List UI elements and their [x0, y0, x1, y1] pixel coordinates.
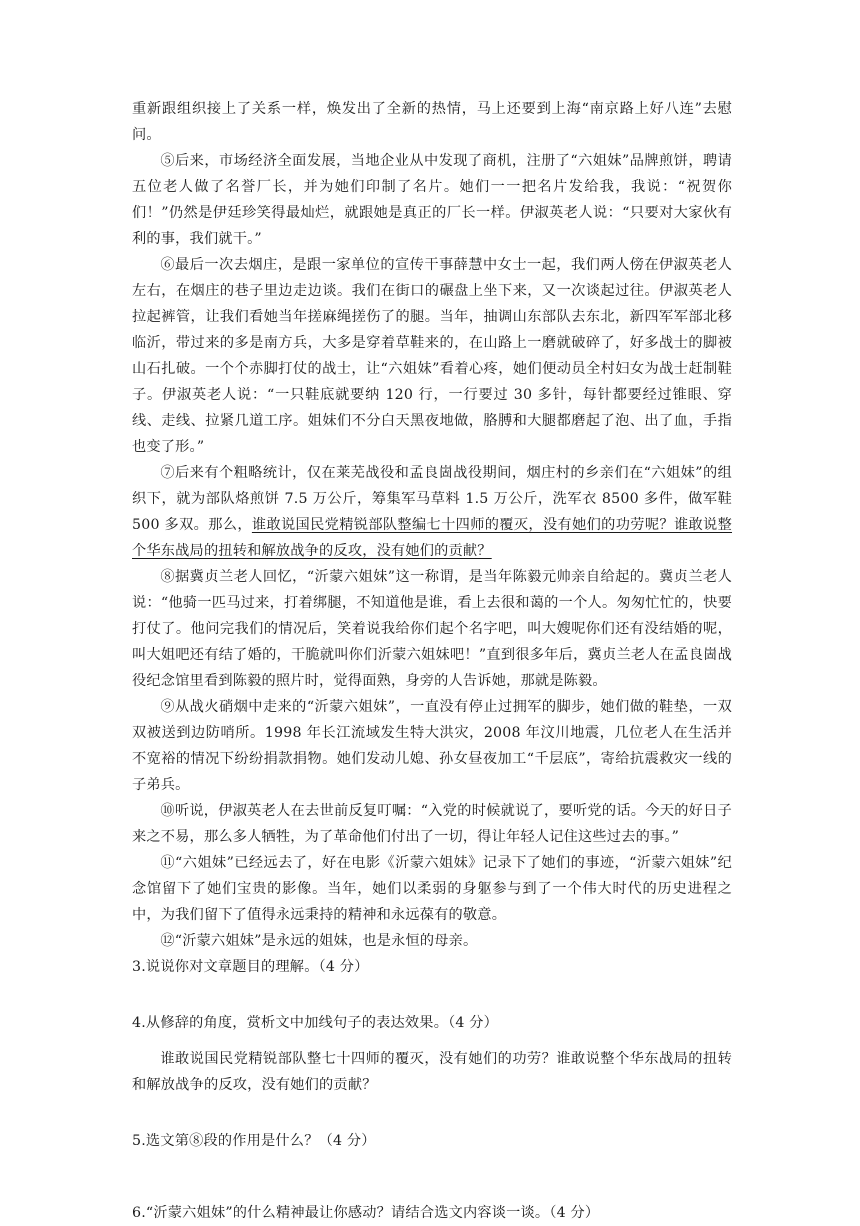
question-5: 5.选文第⑧段的作用是什么？（4 分） — [132, 1133, 376, 1149]
question-4-quote: 谁敢说国民党精锐部队整七十四师的覆灭，没有她们的功劳？谁敢说整个华东战局的扭转和解放战争的反攻，没有她们的贡献？ — [132, 1051, 732, 1093]
answer-space-4 — [132, 1098, 732, 1128]
question-6: 6.“沂蒙六姐妹”的什么精神最让你感动？请结合选文内容谈一谈。（4 分） — [132, 1205, 600, 1221]
paragraph-8: ⑧据冀贞兰老人回忆，“沂蒙六姐妹”这一称谓，是当年陈毅元帅亲自给起的。冀贞兰老人说：“他骑一匹马过来，打着绑腿，不知道他是谁，看上去很和蔼的一个人。匆匆忙忙的，快要打仗了。他问完我们的情况后，笑着说我给你们起个名字吧，叫大嫂呢你们还有没结婚的呢，叫大姐吧还有结了婚的，干脆就叫你们沂蒙六姐妹吧！”直到很多年后，冀贞兰老人在孟良崮战役纪念馆里看到陈毅的照片时，觉得面熟，身旁的人告诉她，那就是陈毅。 — [132, 569, 732, 689]
question-3: 3.说说你对文章题目的理解。（4 分） — [132, 959, 369, 975]
paragraph-continued: 重新跟组织接上了关系一样，焕发出了全新的热情，马上还要到上海“南京路上好八连”去慰问。 — [132, 101, 732, 143]
answer-space-5 — [132, 1154, 732, 1200]
paragraph-12: ⑫“沂蒙六姐妹”是永远的姐妹，也是永恒的母亲。 — [160, 933, 478, 949]
document-page — [132, 96, 732, 1226]
paragraph-7 — [132, 460, 732, 564]
paragraph-10: ⑩听说，伊淑英老人在去世前反复叮嘱：“入党的时候就说了，要听党的话。今天的好日子来之不易，那么多人牺牲，为了革命他们付出了一切，得让年轻人记住这些过去的事。” — [132, 803, 732, 845]
paragraph-7-text: ⑦后来有个粗略统计，仅在莱芜战役和孟良崮战役期间，烟庄村的乡亲们在“六姐妹”的组织下，就为部队烙煎饼 7.5 万公斤，筹集军马草料 1.5 万公斤，洗军衣 8500 多件，做军鞋 500 多双。那么， — [132, 465, 732, 533]
underlined-sentence: 谁敢说国民党精锐部队整编七十四师的覆灭，没有她们的功劳呢？谁敢说整个华东战局的扭转和解放战争的反攻，没有她们的贡献？ — [132, 517, 733, 559]
answer-space-3 — [132, 980, 732, 1010]
paragraph-11: ⑪“六姐妹”已经远去了，好在电影《沂蒙六姐妹》记录下了她们的事迹，“沂蒙六姐妹”纪念馆留下了她们宝贵的影像。当年，她们以柔弱的身躯参与到了一个伟大时代的历史进程之中，为我们留下了值得永远秉持的精神和永远葆有的敬意。 — [132, 855, 732, 923]
question-4: 4.从修辞的角度，赏析文中加线句子的表达效果。（4 分） — [132, 1015, 499, 1031]
paragraph-9: ⑨从战火硝烟中走来的“沂蒙六姐妹”，一直没有停止过拥军的脚步，她们做的鞋垫，一双双被送到边防哨所。1998 年长江流域发生特大洪灾，2008 年汶川地震，几位老人在生活并不宽裕的情况下纷纷捐款捐物。她们发动儿媳、孙女昼夜加工“千层底”，寄给抗震救灾一线的子弟兵。 — [132, 699, 732, 793]
paragraph-5: ⑤后来，市场经济全面发展，当地企业从中发现了商机，注册了“六姐妹”品牌煎饼，聘请五位老人做了名誉厂长，并为她们印制了名片。她们一一把名片发给我，我说：“祝贺你们！”仍然是伊廷珍笑得最灿烂，就跟她是真正的厂长一样。伊淑英老人说：“只要对大家伙有利的事，我们就干。” — [132, 153, 732, 247]
paragraph-6: ⑥最后一次去烟庄，是跟一家单位的宣传干事薛慧中女士一起，我们两人傍在伊淑英老人左右，在烟庄的巷子里边走边谈。我们在街口的碾盘上坐下来，又一次谈起过往。伊淑英老人拉起裤管，让我们看她当年搓麻绳搓伤了的腿。当年，抽调山东部队去东北，新四军军部北移临沂，带过来的多是南方兵，大多是穿着草鞋来的，在山路上一磨就破碎了，好多战士的脚被山石扎破。一个个赤脚打仗的战士，让“六姐妹”看着心疼，她们便动员全村妇女为战士赶制鞋子。伊淑英老人说：“一只鞋底就要纳 120 行，一行要过 30 多针，每针都要经过锥眼、穿线、走线、拉紧几道工序。姐妹们不分白天黑夜地做，胳膊和大腿都磨起了泡、出了血，手指也变了形。” — [132, 257, 732, 455]
